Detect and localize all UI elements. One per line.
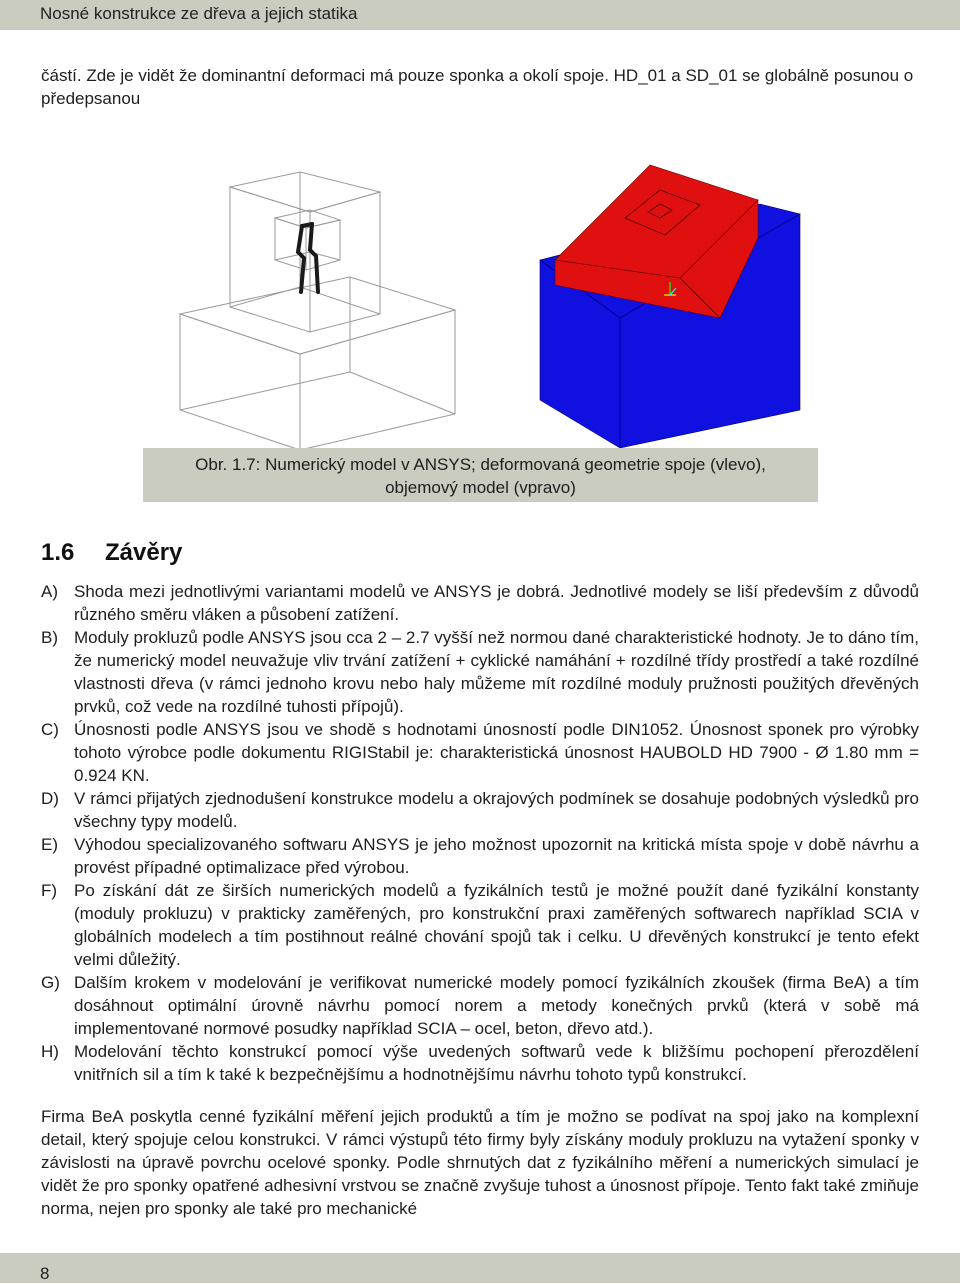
conclusions-list xyxy=(41,580,919,1086)
staple-deformed xyxy=(298,224,318,292)
list-item-text: Výhodou specializovaného softwaru ANSYS je jeho možnost upozornit na kritická místa spoje v době návrhu a provést případné optimalizace před výrobou. xyxy=(74,835,919,877)
list-item xyxy=(41,1040,919,1086)
figure-volume-model xyxy=(510,160,810,450)
list-item-text: Po získání dát ze širších numerických modelů a fyzikálních testů je možné použít dané fyzikální konstanty (moduly prokluzu) v prakticky zaměřených, pro konstrukční praxi zaměřených softwarech například SCIA v globálních modelech a tím postihnout reálné chování spojů tak i celku. U dřevěných konstrukcí je tento efekt velmi důležitý. xyxy=(74,881,919,969)
figure-caption-line-1: Obr. 1.7: Numerický model v ANSYS; deformovaná geometrie spoje (vlevo), xyxy=(195,455,766,474)
list-item-text: Únosnosti podle ANSYS jsou ve shodě s hodnotami únosností podle DIN1052. Únosnost sponek pro výrobky tohoto výrobce podle dokumentu RIGIStabil je: charakteristická únosnost HAUBOLD HD 7900 - Ø 1.80 mm = 0.924 KN. xyxy=(74,720,919,785)
list-item-text: Dalším krokem v modelování je verifikovat numerické modely pomocí fyzikálních zkoušek (firma BeA) a tím dosáhnout optimální úrovně návrhu pomocí norem a metody konečných prvků (která v sobě má implementované normové posudky například SCIA – ocel, beton, dřevo atd.). xyxy=(74,973,919,1038)
list-item-marker: E) xyxy=(41,835,58,854)
figure-caption-box xyxy=(143,448,818,502)
section-title: Závěry xyxy=(105,539,183,566)
list-item-marker: A) xyxy=(41,582,58,601)
list-item xyxy=(41,971,919,1040)
intro-paragraph: částí. Zde je vidět že dominantní deformaci má pouze sponka a okolí spoje. HD_01 a SD_01 se globálně posunou o předepsanou xyxy=(41,66,914,108)
header-bar xyxy=(0,0,960,30)
figure-caption-line-2: objemový model (vpravo) xyxy=(385,478,576,497)
section-number: 1.6 xyxy=(41,539,75,566)
figure-caption xyxy=(143,453,818,499)
list-item-marker: D) xyxy=(41,789,59,808)
figure-wireframe-deformed-geometry xyxy=(170,162,470,452)
list-item xyxy=(41,879,919,971)
list-item xyxy=(41,833,919,879)
list-item xyxy=(41,580,919,626)
list-item xyxy=(41,626,919,718)
list-item-text: Moduly prokluzů podle ANSYS jsou cca 2 – 2.7 vyšší než normou dané charakteristické hodnoty. Je to dáno tím, že numerický model neuvažuje vliv trvání zatížení + cyklické namáhání + rozdílné třídy prostředí a také rozdílné vlastnosti dřeva (v rámci jednoho krovu nebo haly můžeme mít rozdílné moduly pružnosti použitých dřevěných prvků, což vede na rozdílné tuhosti přípojů). xyxy=(74,628,919,716)
wireframe-lines xyxy=(180,172,455,450)
list-item xyxy=(41,787,919,833)
page-number: 8 xyxy=(40,1264,50,1283)
section-heading xyxy=(41,538,182,568)
running-header-title: Nosné konstrukce ze dřeva a jejich statika xyxy=(40,4,358,23)
list-item xyxy=(41,718,919,787)
footer-bar xyxy=(0,1253,960,1283)
list-item-text: Modelování těchto konstrukcí pomocí výše uvedených softwarů vede k bližšímu pochopení přerozdělení vnitřních sil a tím k také k bezpečnějšímu a hodnotnějšímu návrhu tohoto typů konstrukcí. xyxy=(74,1042,919,1084)
list-item-marker: B) xyxy=(41,628,58,647)
list-item-marker: F) xyxy=(41,881,58,900)
list-item-marker: C) xyxy=(41,720,59,739)
list-item-text: Shoda mezi jednotlivými variantami modelů ve ANSYS je dobrá. Jednotlivé modely se liší především z důvodů různého směru vláken a působení zatížení. xyxy=(74,582,919,624)
closing-paragraph: Firma BeA poskytla cenné fyzikální měření jejich produktů a tím je možno se podívat na spoj jako na komplexní detail, který spojuje celou konstrukci. V rámci výstupů této firmy byly získány moduly prokluzu na vytažení sponky v závislosti na úpravě povrchu ocelové sponky. Podle shrnutých dat z fyzikálního měření a numerických simulací je vidět že pro sponky opatřené adhesivní vrstvou se značně zvyšuje tuhost a únosnost přípoje. Tento fakt také zmiňuje norma, nejen pro sponky ale také pro mechanické xyxy=(41,1107,919,1218)
list-item-marker: H) xyxy=(41,1042,59,1061)
list-item-marker: G) xyxy=(41,973,60,992)
list-item-text: V rámci přijatých zjednodušení konstrukce modelu a okrajových podmínek se dosahuje podobných výsledků pro všechny typy modelů. xyxy=(74,789,919,831)
